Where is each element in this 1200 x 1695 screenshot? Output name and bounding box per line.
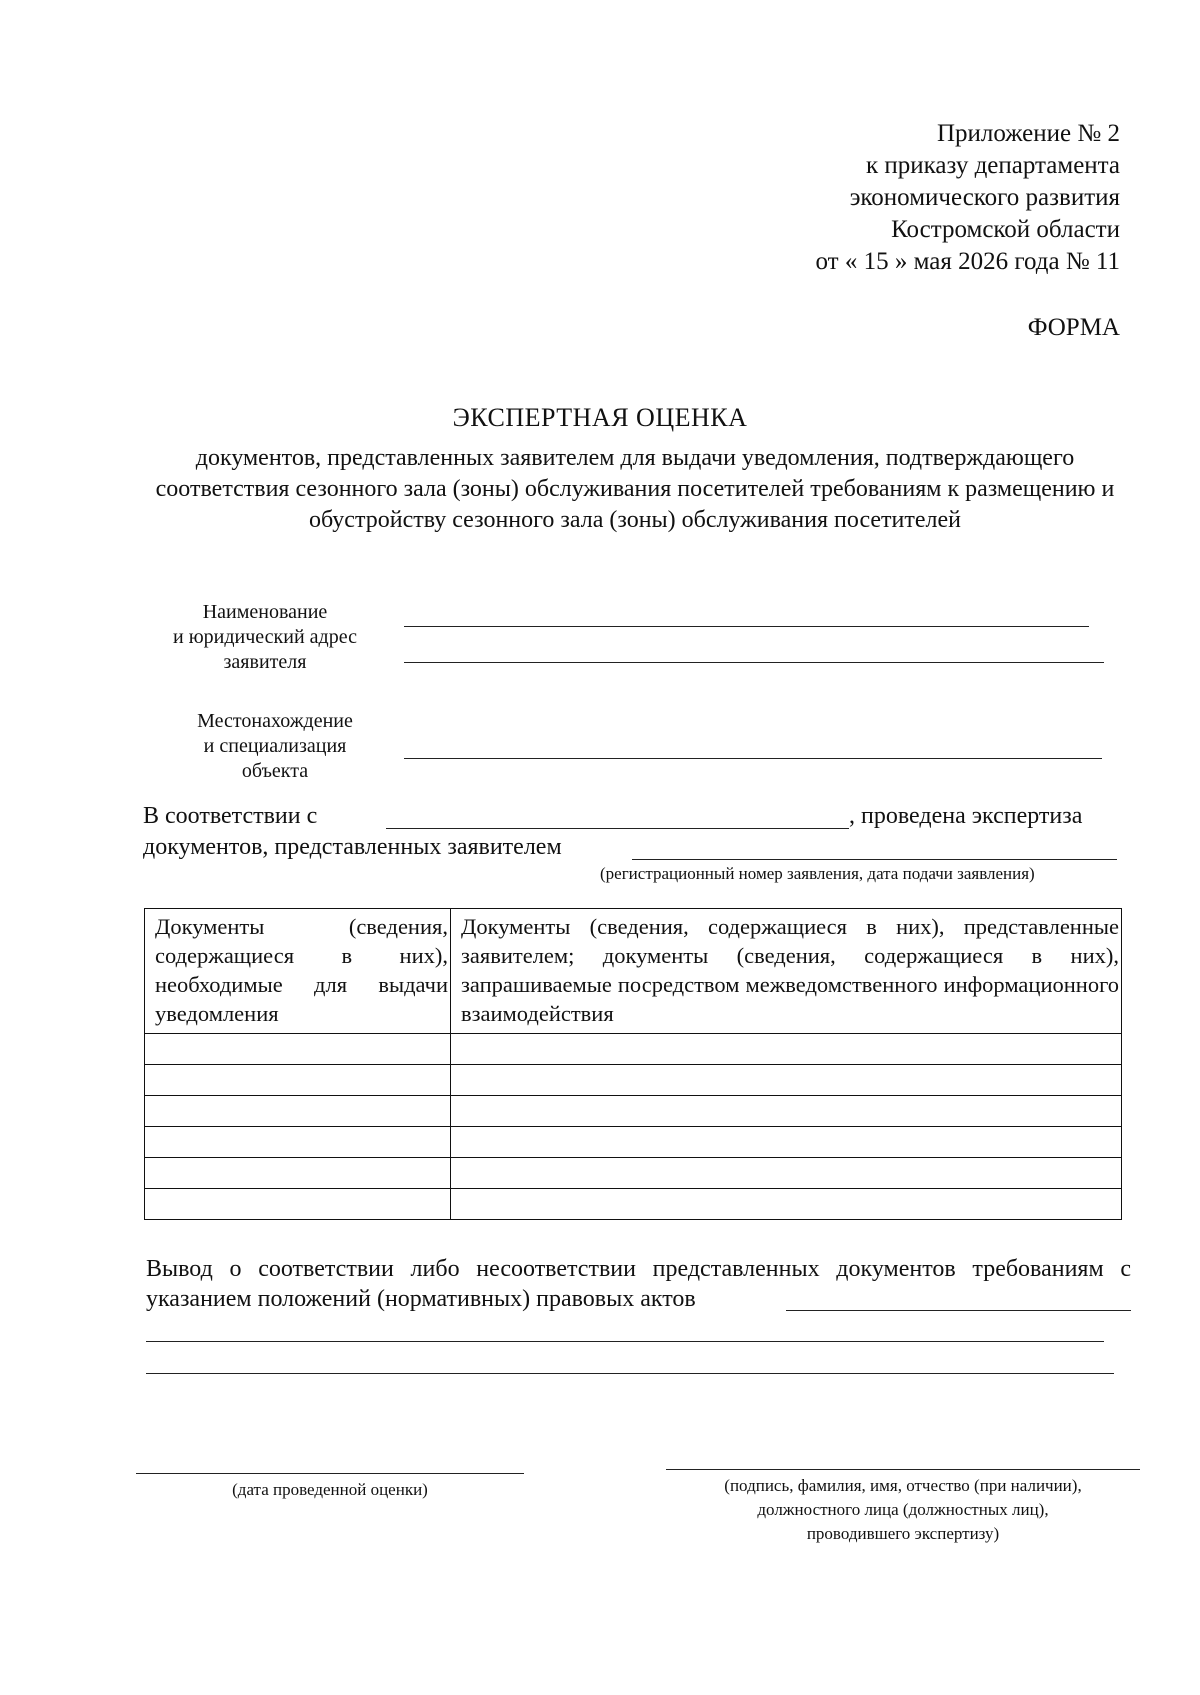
table-header-row (145, 909, 1122, 1034)
registration-hint: (регистрационный номер заявления, дата подачи заявления) (600, 864, 1035, 883)
accordance-basis-line[interactable] (386, 828, 849, 829)
table-cell[interactable] (451, 1034, 1122, 1065)
conclusion-line-3[interactable] (146, 1373, 1114, 1374)
table-row (145, 1189, 1122, 1220)
object-location-line[interactable] (404, 758, 1102, 759)
table-row (145, 1065, 1122, 1096)
appendix-line: Приложение № 2 (936, 120, 1120, 147)
applicant-address-line[interactable] (404, 662, 1104, 663)
applicant-label-line: и юридический адрес (173, 626, 357, 648)
appendix-line: Костромской области (891, 216, 1120, 243)
appendix-line: экономического развития (849, 184, 1120, 211)
table-row (145, 1158, 1122, 1189)
object-label-line: Местонахождение (197, 710, 353, 732)
signer-line[interactable] (666, 1469, 1140, 1470)
registration-number-line[interactable] (632, 859, 1117, 860)
conclusion-line-1[interactable] (786, 1310, 1131, 1311)
table-cell[interactable] (451, 1127, 1122, 1158)
table-cell[interactable] (145, 1127, 451, 1158)
signer-hint-line: должностного лица (должностных лиц), (757, 1500, 1049, 1519)
form-label: ФОРМА (1027, 314, 1120, 341)
table-row (145, 1096, 1122, 1127)
table-body (145, 1034, 1122, 1220)
appendix-line: от « 15 » мая 2026 года № 11 (815, 248, 1120, 275)
table-cell[interactable] (145, 1096, 451, 1127)
accordance-prefix: В соответствии с (143, 803, 318, 829)
conclusion-text: Вывод о соответствии либо несоответствии представленных документов требованиям с указанием положений (нормативных) правовых актов (146, 1256, 1131, 1312)
table-cell[interactable] (451, 1158, 1122, 1189)
table-cell[interactable] (451, 1189, 1122, 1220)
table-cell[interactable] (451, 1096, 1122, 1127)
signer-hint (666, 1474, 1140, 1546)
assessment-date-hint: (дата проведенной оценки) (232, 1480, 428, 1499)
applicant-label (150, 600, 380, 675)
document-subtitle: документов, представленных заявителем для выдачи уведомления, подтверждающего соответствия сезонного зала (зоны) обслуживания посетителей требованиям к размещению и обустройству сезонного зала (зоны) обслуживания посетителей (155, 445, 1115, 533)
conclusion-line-2[interactable] (146, 1341, 1104, 1342)
applicant-label-line: заявителя (223, 651, 307, 673)
table-cell[interactable] (145, 1065, 451, 1096)
object-label-line: и специализация (203, 735, 347, 757)
table-cell[interactable] (145, 1034, 451, 1065)
table-header-submitted-docs: Документы (сведения, содержащиеся в них), представленные заявителем; документы (сведения, содержащиеся в них), запрашиваемые посредством межведомственного информационного взаимодействия (451, 909, 1122, 1034)
table-cell[interactable] (451, 1065, 1122, 1096)
applicant-label-line: Наименование (202, 601, 328, 623)
appendix-line: к приказу департамента (865, 152, 1120, 179)
table-row (145, 1127, 1122, 1158)
table-row (145, 1034, 1122, 1065)
object-label-line: объекта (241, 760, 309, 782)
document-title: ЭКСПЕРТНАЯ ОЦЕНКА (452, 403, 748, 432)
accordance-suffix: , проведена экспертиза (849, 803, 1083, 829)
table-header-required-docs: Документы (сведения, содержащиеся в них), необходимые для выдачи уведомления (145, 909, 451, 1034)
appendix-block (816, 118, 1121, 278)
object-label (160, 709, 390, 784)
table-cell[interactable] (145, 1189, 451, 1220)
applicant-name-line[interactable] (404, 626, 1089, 627)
signer-hint-line: проводившего экспертизу) (806, 1524, 1000, 1543)
accordance-line2: документов, представленных заявителем (143, 834, 562, 860)
table-cell[interactable] (145, 1158, 451, 1189)
assessment-date-line[interactable] (136, 1473, 524, 1474)
documents-table (144, 908, 1122, 1220)
signer-hint-line: (подпись, фамилия, имя, отчество (при наличии), (724, 1476, 1082, 1495)
